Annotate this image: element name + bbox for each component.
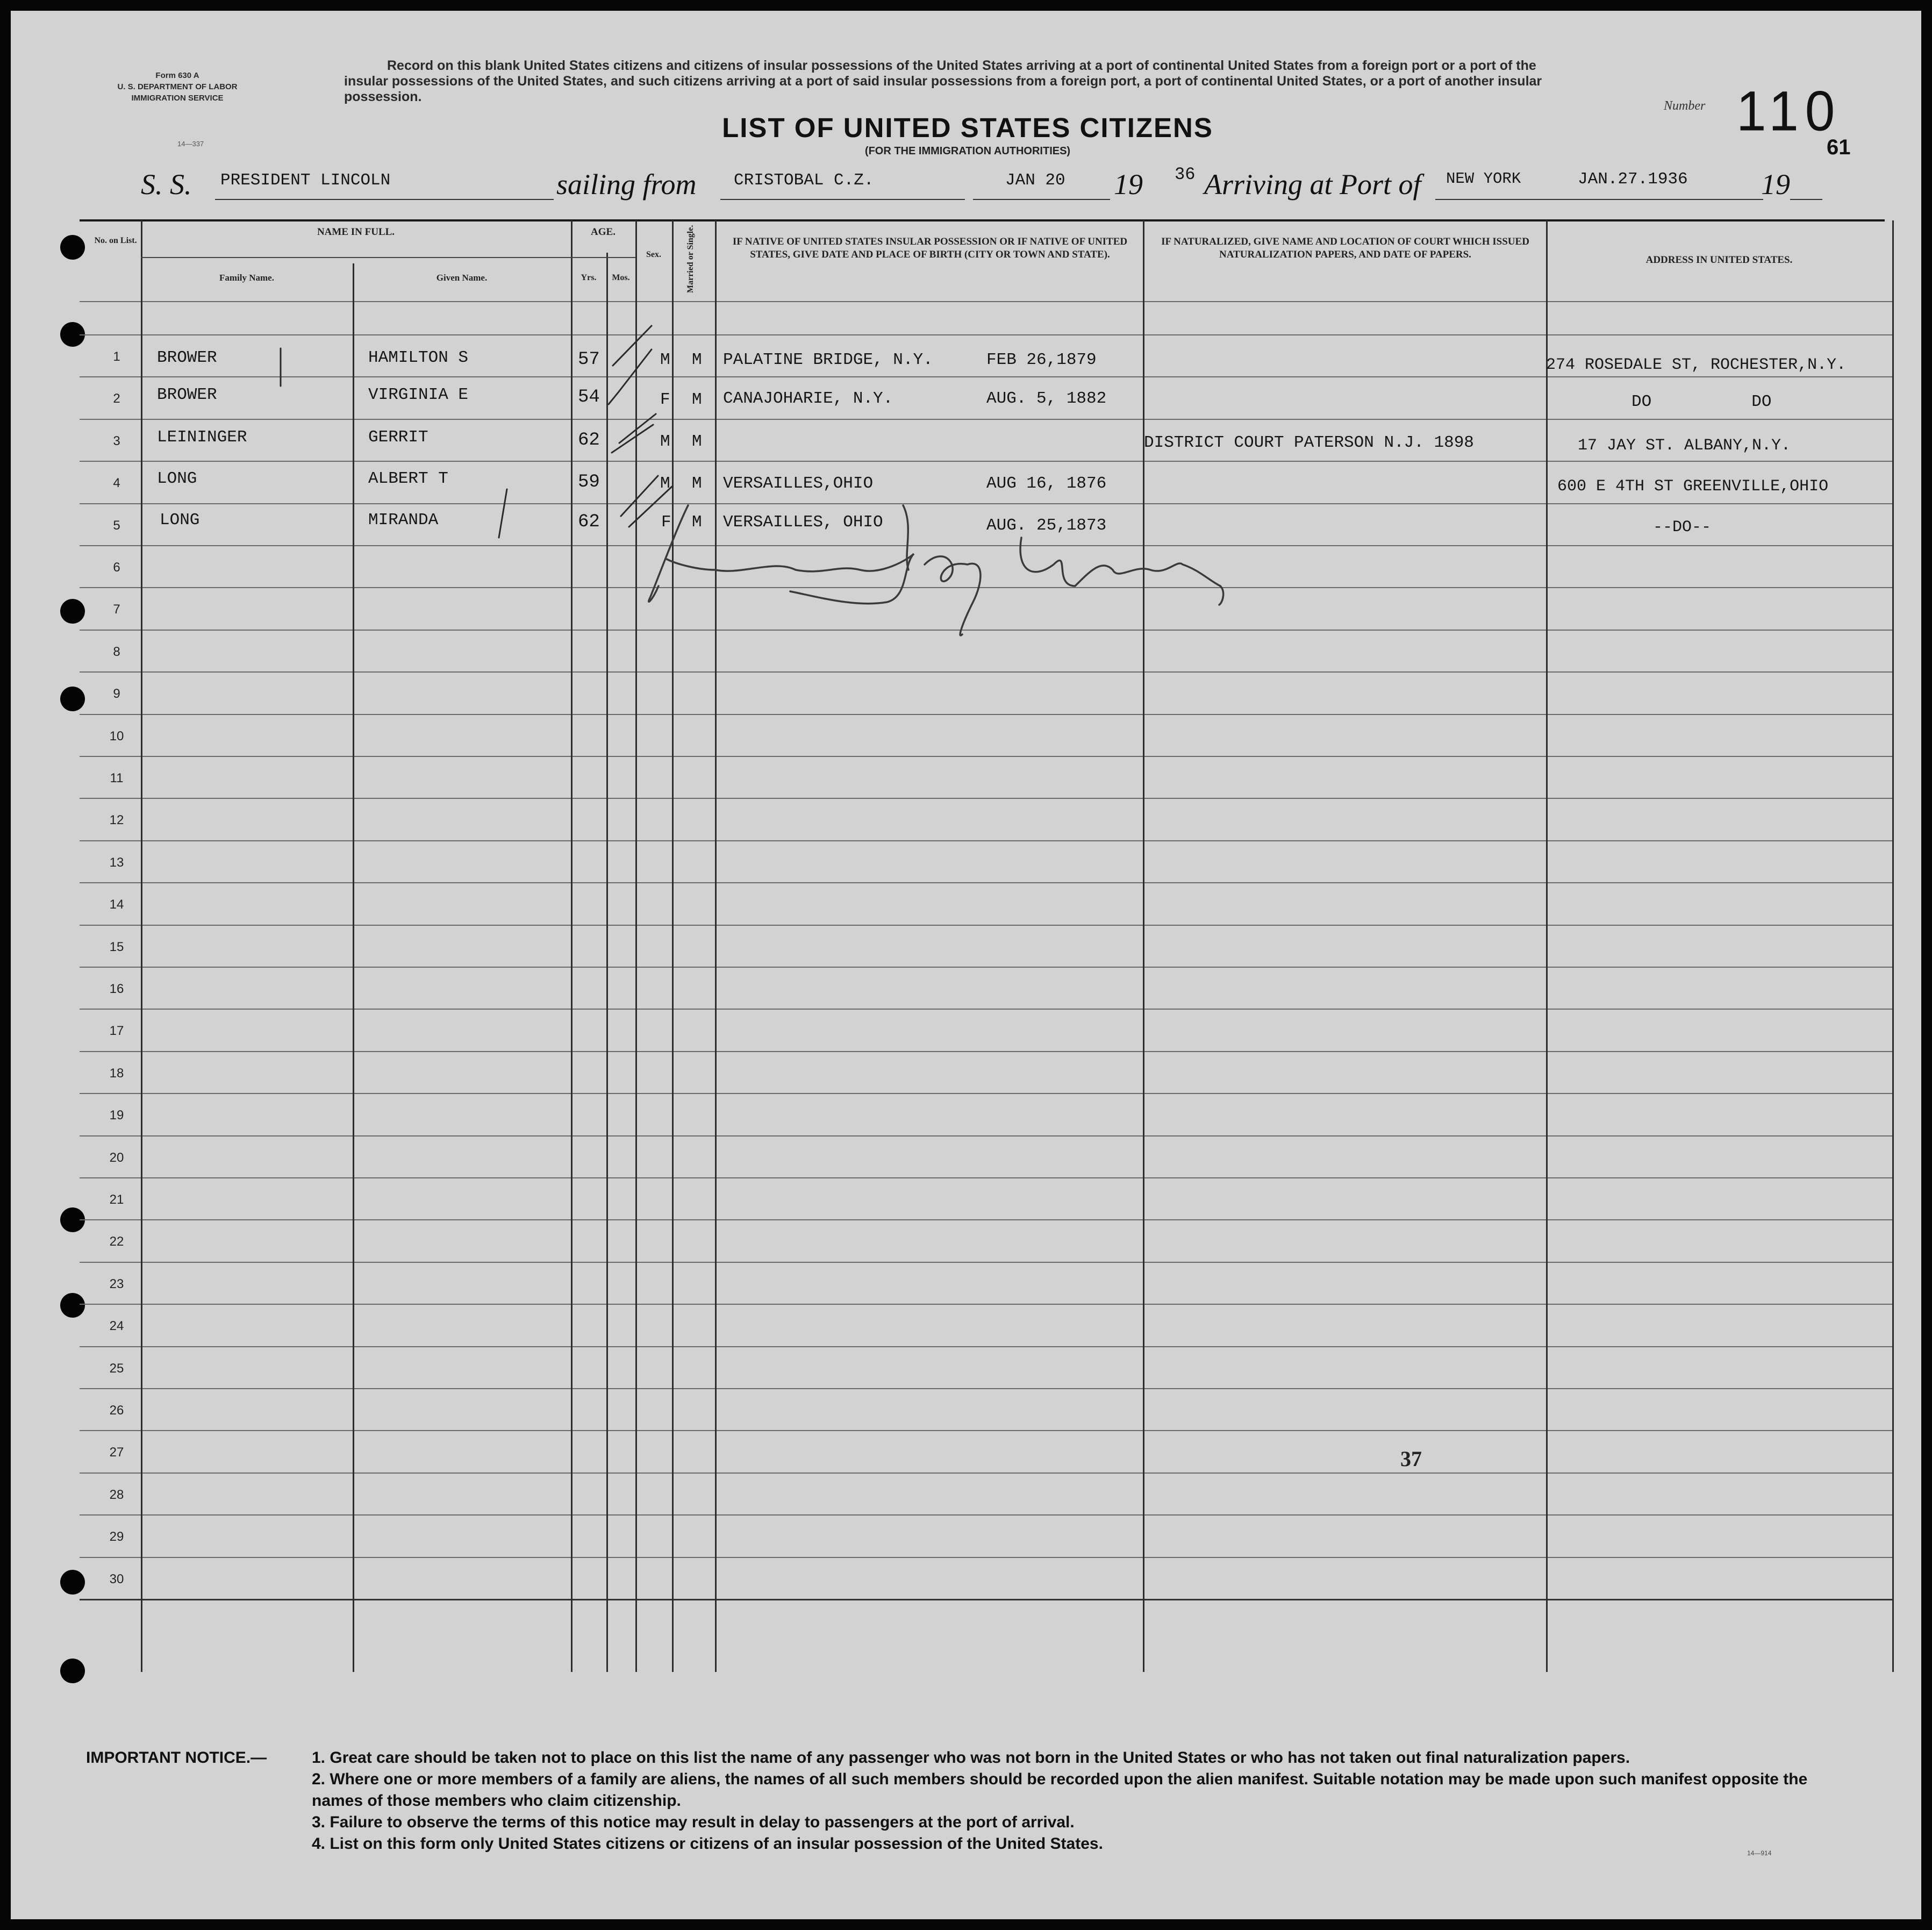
row-number: 10 bbox=[109, 729, 124, 744]
col-header-no: No. on List. bbox=[94, 236, 137, 245]
row-number: 29 bbox=[109, 1529, 124, 1544]
row-number: 9 bbox=[113, 687, 120, 701]
row-number: 6 bbox=[113, 560, 120, 575]
row1-date: FEB 26,1879 bbox=[986, 351, 1097, 369]
row3-yrs: 62 bbox=[578, 430, 600, 451]
notice-item: 1. Great care should be taken not to place on this list the name of any passenger who was not born in the United States or who has not taken out final naturalization papers. bbox=[312, 1749, 1630, 1767]
arrival-port: NEW YORK bbox=[1446, 170, 1521, 188]
row2-place: CANAJOHARIE, N.Y. bbox=[723, 389, 893, 408]
row-number: 1 bbox=[113, 349, 120, 364]
check-mark bbox=[629, 487, 672, 527]
row4-yrs: 59 bbox=[578, 472, 600, 492]
page-title: LIST OF UNITED STATES CITIZENS bbox=[722, 112, 1213, 143]
row1-family: BROWER bbox=[157, 348, 217, 367]
row-number: 2 bbox=[113, 391, 120, 406]
row4-given: ALBERT T bbox=[368, 469, 448, 488]
sail-date: JAN 20 bbox=[1005, 171, 1065, 190]
col-header-naturalized: IF NATURALIZED, GIVE NAME AND LOCATION OF COURT WHICH ISSUED NATURALIZATION PAPERS, AND DATE OF PAPERS. bbox=[1161, 236, 1529, 260]
row-number: 21 bbox=[109, 1192, 124, 1207]
year-prefix-2: 19 bbox=[1761, 168, 1790, 201]
row2-sex: F bbox=[660, 390, 670, 409]
from-port: CRISTOBAL C.Z. bbox=[734, 171, 874, 190]
signature-icon bbox=[649, 505, 1223, 635]
notice-item: 4. List on this form only United States citizens or citizens of an insular possession of the United States. bbox=[312, 1835, 1103, 1853]
page-number: 61 bbox=[1827, 135, 1851, 159]
row4-place: VERSAILLES,OHIO bbox=[723, 474, 874, 493]
form-line: Form 630 A bbox=[155, 71, 199, 80]
page-subtitle: (FOR THE IMMIGRATION AUTHORITIES) bbox=[864, 145, 1071, 157]
row2-given: VIRGINIA E bbox=[368, 385, 469, 404]
row-number: 7 bbox=[113, 602, 120, 617]
row3-given: GERRIT bbox=[368, 428, 428, 447]
notice-item: 2. Where one or more members of a family are aliens, the names of all such members should be recorded upon the alien manifest. Suitable notation may be made upon such manifest opposite the names of those members who claim citizenship. bbox=[312, 1770, 1808, 1810]
row3-ms: M bbox=[692, 432, 702, 451]
row-number: 26 bbox=[109, 1403, 124, 1418]
form-code: 14—337 bbox=[177, 140, 204, 148]
row-number: 19 bbox=[109, 1108, 124, 1123]
check-mark bbox=[613, 326, 652, 366]
col-header-sex: Sex. bbox=[646, 250, 661, 259]
check-mark bbox=[619, 414, 656, 443]
row4-family: LONG bbox=[157, 469, 197, 488]
col-header-birth: IF NATIVE OF UNITED STATES INSULAR POSSESSION OR IF NATIVE OF UNITED STATES, GIVE DATE AND PLACE OF BIRTH (CITY OR TOWN AND STATE). bbox=[732, 236, 1128, 260]
row2-yrs: 54 bbox=[578, 387, 600, 408]
row1-yrs: 57 bbox=[578, 349, 600, 370]
row3-address: 17 JAY ST. ALBANY,N.Y. bbox=[1578, 437, 1791, 455]
sailing-label: sailing from bbox=[556, 168, 697, 201]
row4-sex: M bbox=[660, 474, 670, 493]
row1-sex: M bbox=[660, 351, 670, 369]
row2-family: BROWER bbox=[157, 385, 217, 404]
row1-address: 274 ROSEDALE ST, ROCHESTER,N.Y. bbox=[1546, 356, 1847, 374]
col-header-married: Married or Single. bbox=[686, 225, 695, 293]
col-header-age: AGE. bbox=[591, 226, 616, 238]
check-mark bbox=[612, 425, 653, 453]
number-label: Number bbox=[1664, 99, 1706, 113]
arriving-label: Arriving at Port of bbox=[1204, 168, 1421, 201]
row-number: 3 bbox=[113, 434, 120, 448]
row2-address: DO DO bbox=[1632, 392, 1772, 411]
row3-family: LEININGER bbox=[157, 428, 247, 447]
row-number: 18 bbox=[109, 1066, 124, 1081]
year-suffix: 36 bbox=[1175, 165, 1196, 184]
row-number: 8 bbox=[113, 645, 120, 659]
row5-address: --DO-- bbox=[1653, 518, 1712, 537]
row-number: 23 bbox=[109, 1277, 124, 1291]
col-header-name: NAME IN FULL. bbox=[317, 226, 395, 238]
tick-line bbox=[499, 489, 507, 538]
year-prefix: 19 bbox=[1114, 168, 1143, 201]
col-header-family: Family Name. bbox=[219, 273, 274, 283]
ss-label: S. S. bbox=[141, 168, 192, 201]
row-number: 28 bbox=[109, 1488, 124, 1502]
row5-given: MIRANDA bbox=[368, 511, 439, 530]
row1-place: PALATINE BRIDGE, N.Y. bbox=[723, 351, 933, 369]
footer-code: 14—914 bbox=[1747, 1849, 1772, 1857]
arrival-date: JAN.27.1936 bbox=[1578, 170, 1688, 189]
row-number: 17 bbox=[109, 1024, 124, 1038]
row3-sex: M bbox=[660, 432, 670, 451]
intro-text: Record on this blank United States citizens and citizens of insular possessions of the United States arriving at a port of continental United States from a foreign port or a port of the insular possessions of the United States, and such citizens arriving at a port of said insular possessions from a foreign port, a port of continental United States, or a port of another insular possession. bbox=[344, 58, 1542, 104]
col-header-mos: Mos. bbox=[612, 273, 630, 282]
row-number: 20 bbox=[109, 1150, 124, 1165]
row5-sex: F bbox=[661, 513, 671, 532]
row4-ms: M bbox=[692, 474, 702, 493]
row-number: 27 bbox=[109, 1445, 124, 1460]
row-number: 13 bbox=[109, 855, 124, 870]
row-number: 24 bbox=[109, 1319, 124, 1333]
row5-date: AUG. 25,1873 bbox=[986, 516, 1107, 535]
col-header-given: Given Name. bbox=[436, 273, 488, 283]
row-number: 22 bbox=[109, 1234, 124, 1249]
row-number: 4 bbox=[113, 476, 120, 490]
number-value: 110 bbox=[1736, 80, 1842, 143]
row-number: 15 bbox=[109, 940, 124, 954]
form-line: U. S. DEPARTMENT OF LABOR bbox=[117, 82, 238, 91]
row1-given: HAMILTON S bbox=[368, 348, 469, 367]
col-header-yrs: Yrs. bbox=[581, 273, 597, 282]
col-header-address: ADDRESS IN UNITED STATES. bbox=[1645, 254, 1793, 266]
row1-ms: M bbox=[692, 351, 702, 369]
row5-yrs: 62 bbox=[578, 512, 600, 532]
check-mark bbox=[621, 476, 658, 516]
notice-item: 3. Failure to observe the terms of this notice may result in delay to passengers at the port of arrival. bbox=[312, 1813, 1075, 1831]
row4-date: AUG 16, 1876 bbox=[986, 474, 1107, 493]
row-number: 30 bbox=[109, 1572, 124, 1586]
margin-count: 37 bbox=[1400, 1447, 1422, 1471]
row-number: 25 bbox=[109, 1361, 124, 1376]
row5-ms: M bbox=[692, 513, 702, 532]
row4-address: 600 E 4TH ST GREENVILLE,OHIO bbox=[1557, 477, 1829, 496]
row5-family: LONG bbox=[160, 511, 200, 530]
row-number: 12 bbox=[109, 813, 124, 827]
form-line: IMMIGRATION SERVICE bbox=[131, 94, 224, 103]
ship-name: PRESIDENT LINCOLN bbox=[220, 171, 391, 190]
row3-court: DISTRICT COURT PATERSON N.J. 1898 bbox=[1144, 433, 1474, 452]
row-number: 16 bbox=[109, 982, 124, 996]
row-number: 5 bbox=[113, 518, 120, 533]
row5-place: VERSAILLES, OHIO bbox=[723, 513, 883, 532]
row2-ms: M bbox=[692, 390, 702, 409]
row2-date: AUG. 5, 1882 bbox=[986, 389, 1107, 408]
row-number: 11 bbox=[110, 771, 124, 785]
notice-lead: IMPORTANT NOTICE.— bbox=[86, 1749, 267, 1767]
row-number: 14 bbox=[109, 897, 124, 912]
check-mark bbox=[609, 349, 652, 404]
